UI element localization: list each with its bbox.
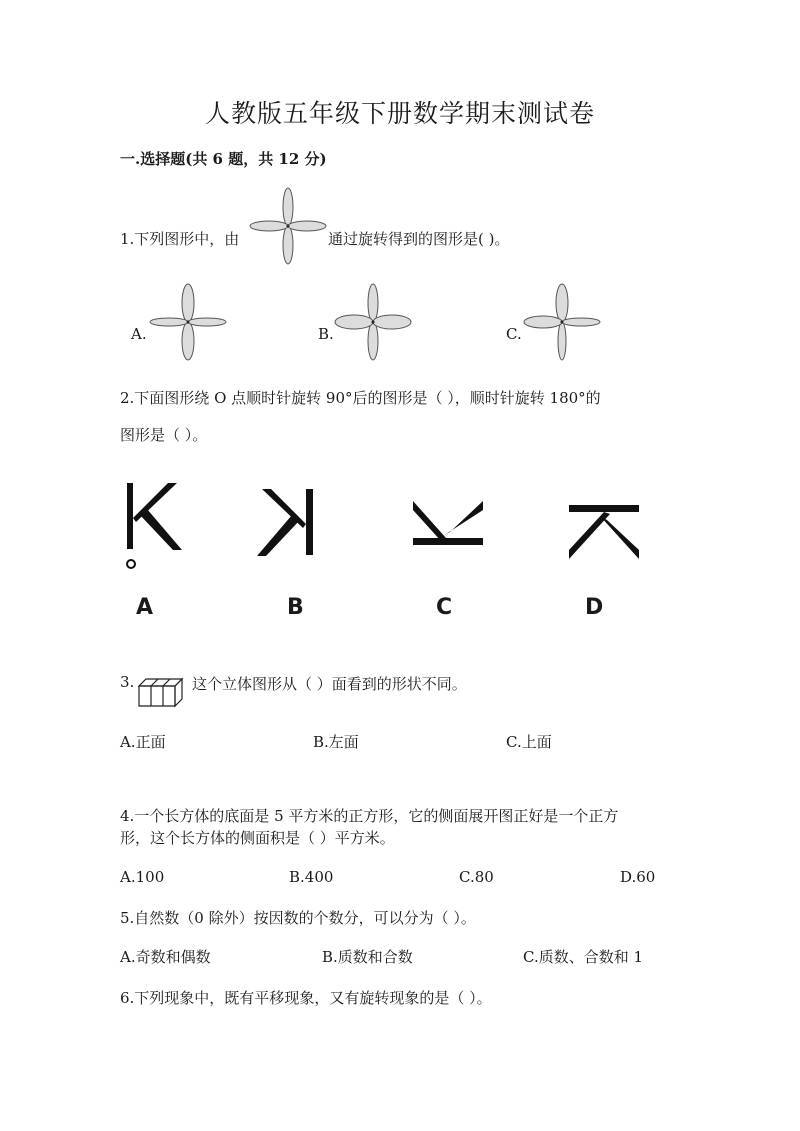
q2-label-a: A (136, 595, 154, 620)
page-title: 人教版五年级下册数学期末测试卷 (204, 99, 595, 128)
q1-option-a-flower[interactable] (148, 282, 228, 362)
q1-option-b-flower[interactable] (333, 282, 413, 362)
q2-figure-d[interactable] (564, 500, 644, 560)
q1-option-c-flower[interactable] (522, 282, 602, 362)
q1-option-b-label: B. (318, 325, 334, 343)
q4-option-c[interactable]: C.80 (459, 868, 494, 886)
q1-suffix: 通过旋转得到的图形是( )。 (328, 230, 510, 248)
q2-figure-b[interactable] (254, 484, 324, 564)
q5-option-a[interactable]: A.奇数和偶数 (120, 948, 211, 966)
q2-figure-c[interactable] (408, 496, 488, 556)
q3-option-c[interactable]: C.上面 (506, 733, 552, 751)
q3-option-a[interactable]: A.正面 (120, 733, 166, 751)
q4-option-d[interactable]: D.60 (620, 868, 656, 886)
section-heading: 一.选择题(共 6 题，共 12 分) (120, 150, 327, 168)
q2-line1: 2.下面图形绕 O 点顺时针旋转 90°后的图形是（ ），顺时针旋转 180°的 (120, 389, 601, 407)
q2-label-d: D (585, 595, 604, 620)
q5-option-b[interactable]: B.质数和合数 (322, 948, 413, 966)
q4-option-a[interactable]: A.100 (120, 868, 165, 886)
q1-option-a-label: A. (131, 325, 147, 343)
q2-label-c: C (436, 595, 453, 620)
q1-reference-flower (248, 186, 328, 266)
q1-option-c-label: C. (506, 325, 522, 343)
q3-number: 3. (120, 673, 135, 691)
q4-line1: 4.一个长方体的底面是 5 平方米的正方形，它的侧面展开图正好是一个正方 (120, 807, 619, 825)
q2-figure-a[interactable] (120, 478, 190, 578)
q3-cube-figure (136, 674, 192, 710)
q5-option-c[interactable]: C.质数、合数和 1 (523, 948, 644, 966)
q6-text: 6.下列现象中，既有平移现象，又有旋转现象的是（ ）。 (120, 989, 492, 1007)
q3-text: 这个立体图形从（ ）面看到的形状不同。 (192, 675, 467, 693)
q2-label-b: B (287, 595, 304, 620)
q5-text: 5.自然数（0 除外）按因数的个数分，可以分为（ ）。 (120, 909, 476, 927)
q4-option-b[interactable]: B.400 (289, 868, 334, 886)
q1-prefix: 1.下列图形中，由 (120, 230, 240, 248)
q4-line2: 形，这个长方体的侧面积是（ ）平方米。 (120, 829, 395, 847)
q2-line2: 图形是（ ）。 (120, 426, 208, 444)
q3-option-b[interactable]: B.左面 (313, 733, 359, 751)
